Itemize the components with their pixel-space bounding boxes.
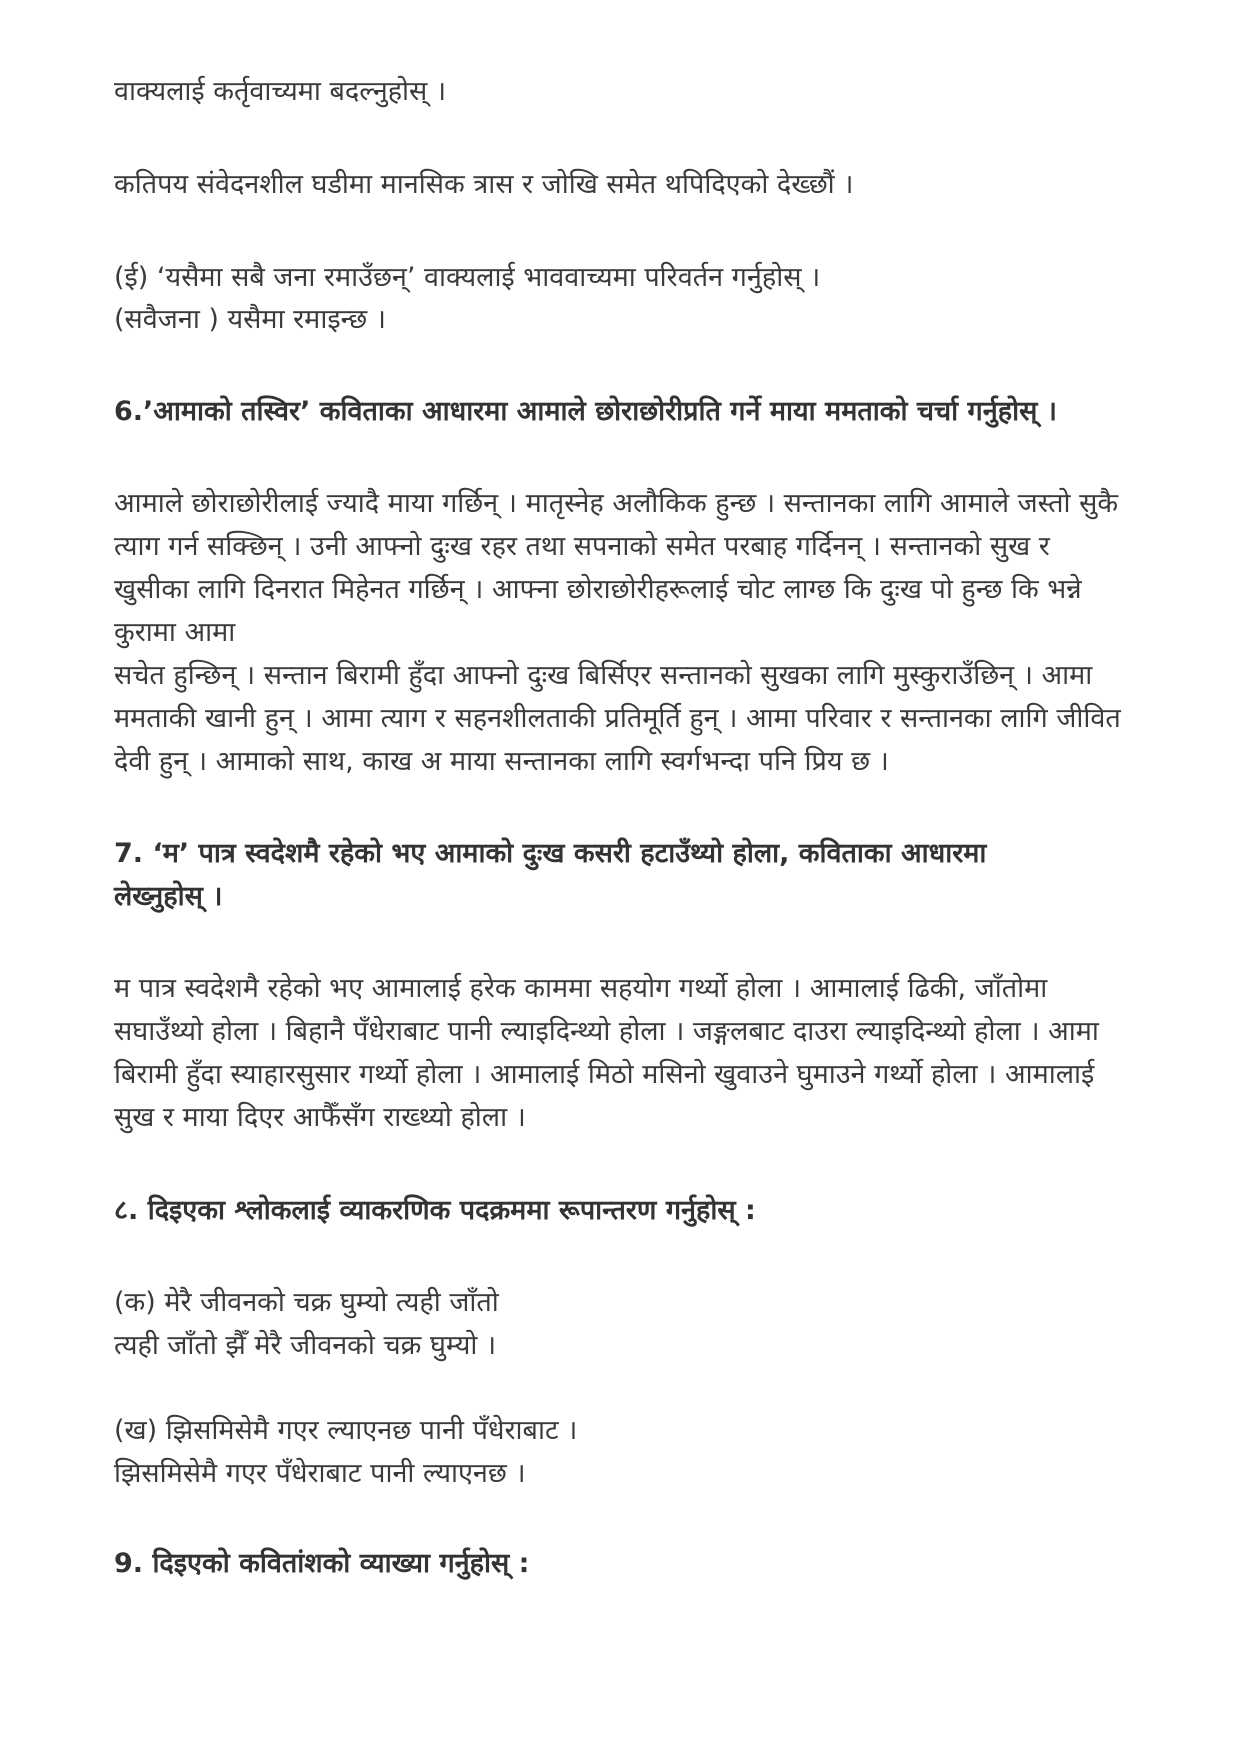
q8-a-answer: त्यही जाँतो झैँ मेरै जीवनको चक्र घुम्यो । <box>114 1330 497 1361</box>
question-9-heading: 9. दिइएको कवितांशको व्याख्या गर्नुहोस् : <box>114 1548 530 1579</box>
q6-line-4: कुरामा आमा <box>114 617 236 648</box>
q8-b-verse: (ख) झिसमिसेमै गएर ल्याएनछ पानी पँधेराबाट । <box>114 1415 578 1446</box>
q6-line-1: आमाले छोराछोरीलाई ज्यादै माया गर्छिन् । मातृस्नेह अलौकिक हुन्छ । सन्तानका लागि आमाले जस्तो सुकै <box>114 488 1119 519</box>
q6-line-3: खुसीका लागि दिनरात मिहेनत गर्छिन् । आफ्ना छोराछोरीहरूलाई चोट लाग्छ कि दुःख पो हुन्छ कि भन्ने <box>114 574 1082 605</box>
question-8-heading: ८. दिइएका श्लोकलाई व्याकरणिक पदक्रममा रूपान्तरण गर्नुहोस् : <box>114 1195 756 1226</box>
q7-line-4: सुख र माया दिएर आफैँसँग राख्थ्यो होला । <box>114 1102 526 1133</box>
answer-e: (सवैजना ) यसैमा रमाइन्छ । <box>114 304 387 335</box>
instruction-line: वाक्यलाई कर्तृवाच्यमा बदल्नुहोस् । <box>114 76 447 107</box>
q7-line-1: म पात्र स्वदेशमै रहेको भए आमालाई हरेक काममा सहयोग गर्थ्यो होला । आमालाई ढिकी, जाँतोमा <box>114 973 1048 1004</box>
question-e: (ई) ‘यसैमा सबै जना रमाउँछन्’ वाक्यलाई भाववाच्यमा परिवर्तन गर्नुहोस् । <box>114 262 821 293</box>
q7-line-3: बिरामी हुँदा स्याहारसुसार गर्थ्यो होला । आमालाई मिठो मसिनो खुवाउने घुमाउने गर्थ्यो होला । आमालाई <box>114 1059 1095 1090</box>
q6-line-7: देवी हुन् । आमाको साथ, काख अ माया सन्तानका लागि स्वर्गभन्दा पनि प्रिय छ । <box>114 746 889 777</box>
cropped-text-fragment <box>114 1604 1154 1616</box>
question-6-heading: 6.’आमाको तस्विर’ कविताका आधारमा आमाले छोराछोरीप्रति गर्ने माया ममताको चर्चा गर्नुहोस् । <box>114 396 1057 427</box>
q7-line-2: सघाउँथ्यो होला । बिहानै पँधेराबाट पानी ल्याइदिन्थ्यो होला । जङ्गलबाट दाउरा ल्याइदिन्थ्यो होला । आमा <box>114 1016 1099 1047</box>
page-bottom-blank <box>0 1616 1240 1755</box>
question-7-heading: 7. ‘म’ पात्र स्वदेशमै रहेको भए आमाको दुःख कसरी हटाउँथ्यो होला, कविताका आधारमा <box>114 838 987 869</box>
q6-line-5: सचेत हुन्छिन् । सन्तान बिरामी हुँदा आफ्नो दुःख बिर्सिएर सन्तानको सुखका लागि मुस्कुराउँछिन् । आमा <box>114 660 1093 691</box>
q6-line-2: त्याग गर्न सक्छिन् । उनी आफ्नो दुःख रहर तथा सपनाको समेत परबाह गर्दिनन् । सन्तानको सुख र <box>114 531 1050 562</box>
q8-b-answer: झिसमिसेमै गएर पँधेराबाट पानी ल्याएनछ । <box>114 1458 526 1489</box>
question-7-heading-cont: लेख्नुहोस् । <box>114 881 223 912</box>
answer-line: कतिपय संवेदनशील घडीमा मानसिक त्रास र जोखि समेत थपिदिएको देख्छौं । <box>114 169 854 200</box>
q8-a-verse: (क) मेरै जीवनको चक्र घुम्यो त्यही जाँतो <box>114 1287 499 1318</box>
q6-line-6: ममताकी खानी हुन् । आमा त्याग र सहनशीलताकी प्रतिमूर्ति हुन् । आमा परिवार र सन्तानका लागि जीवित <box>114 703 1121 734</box>
